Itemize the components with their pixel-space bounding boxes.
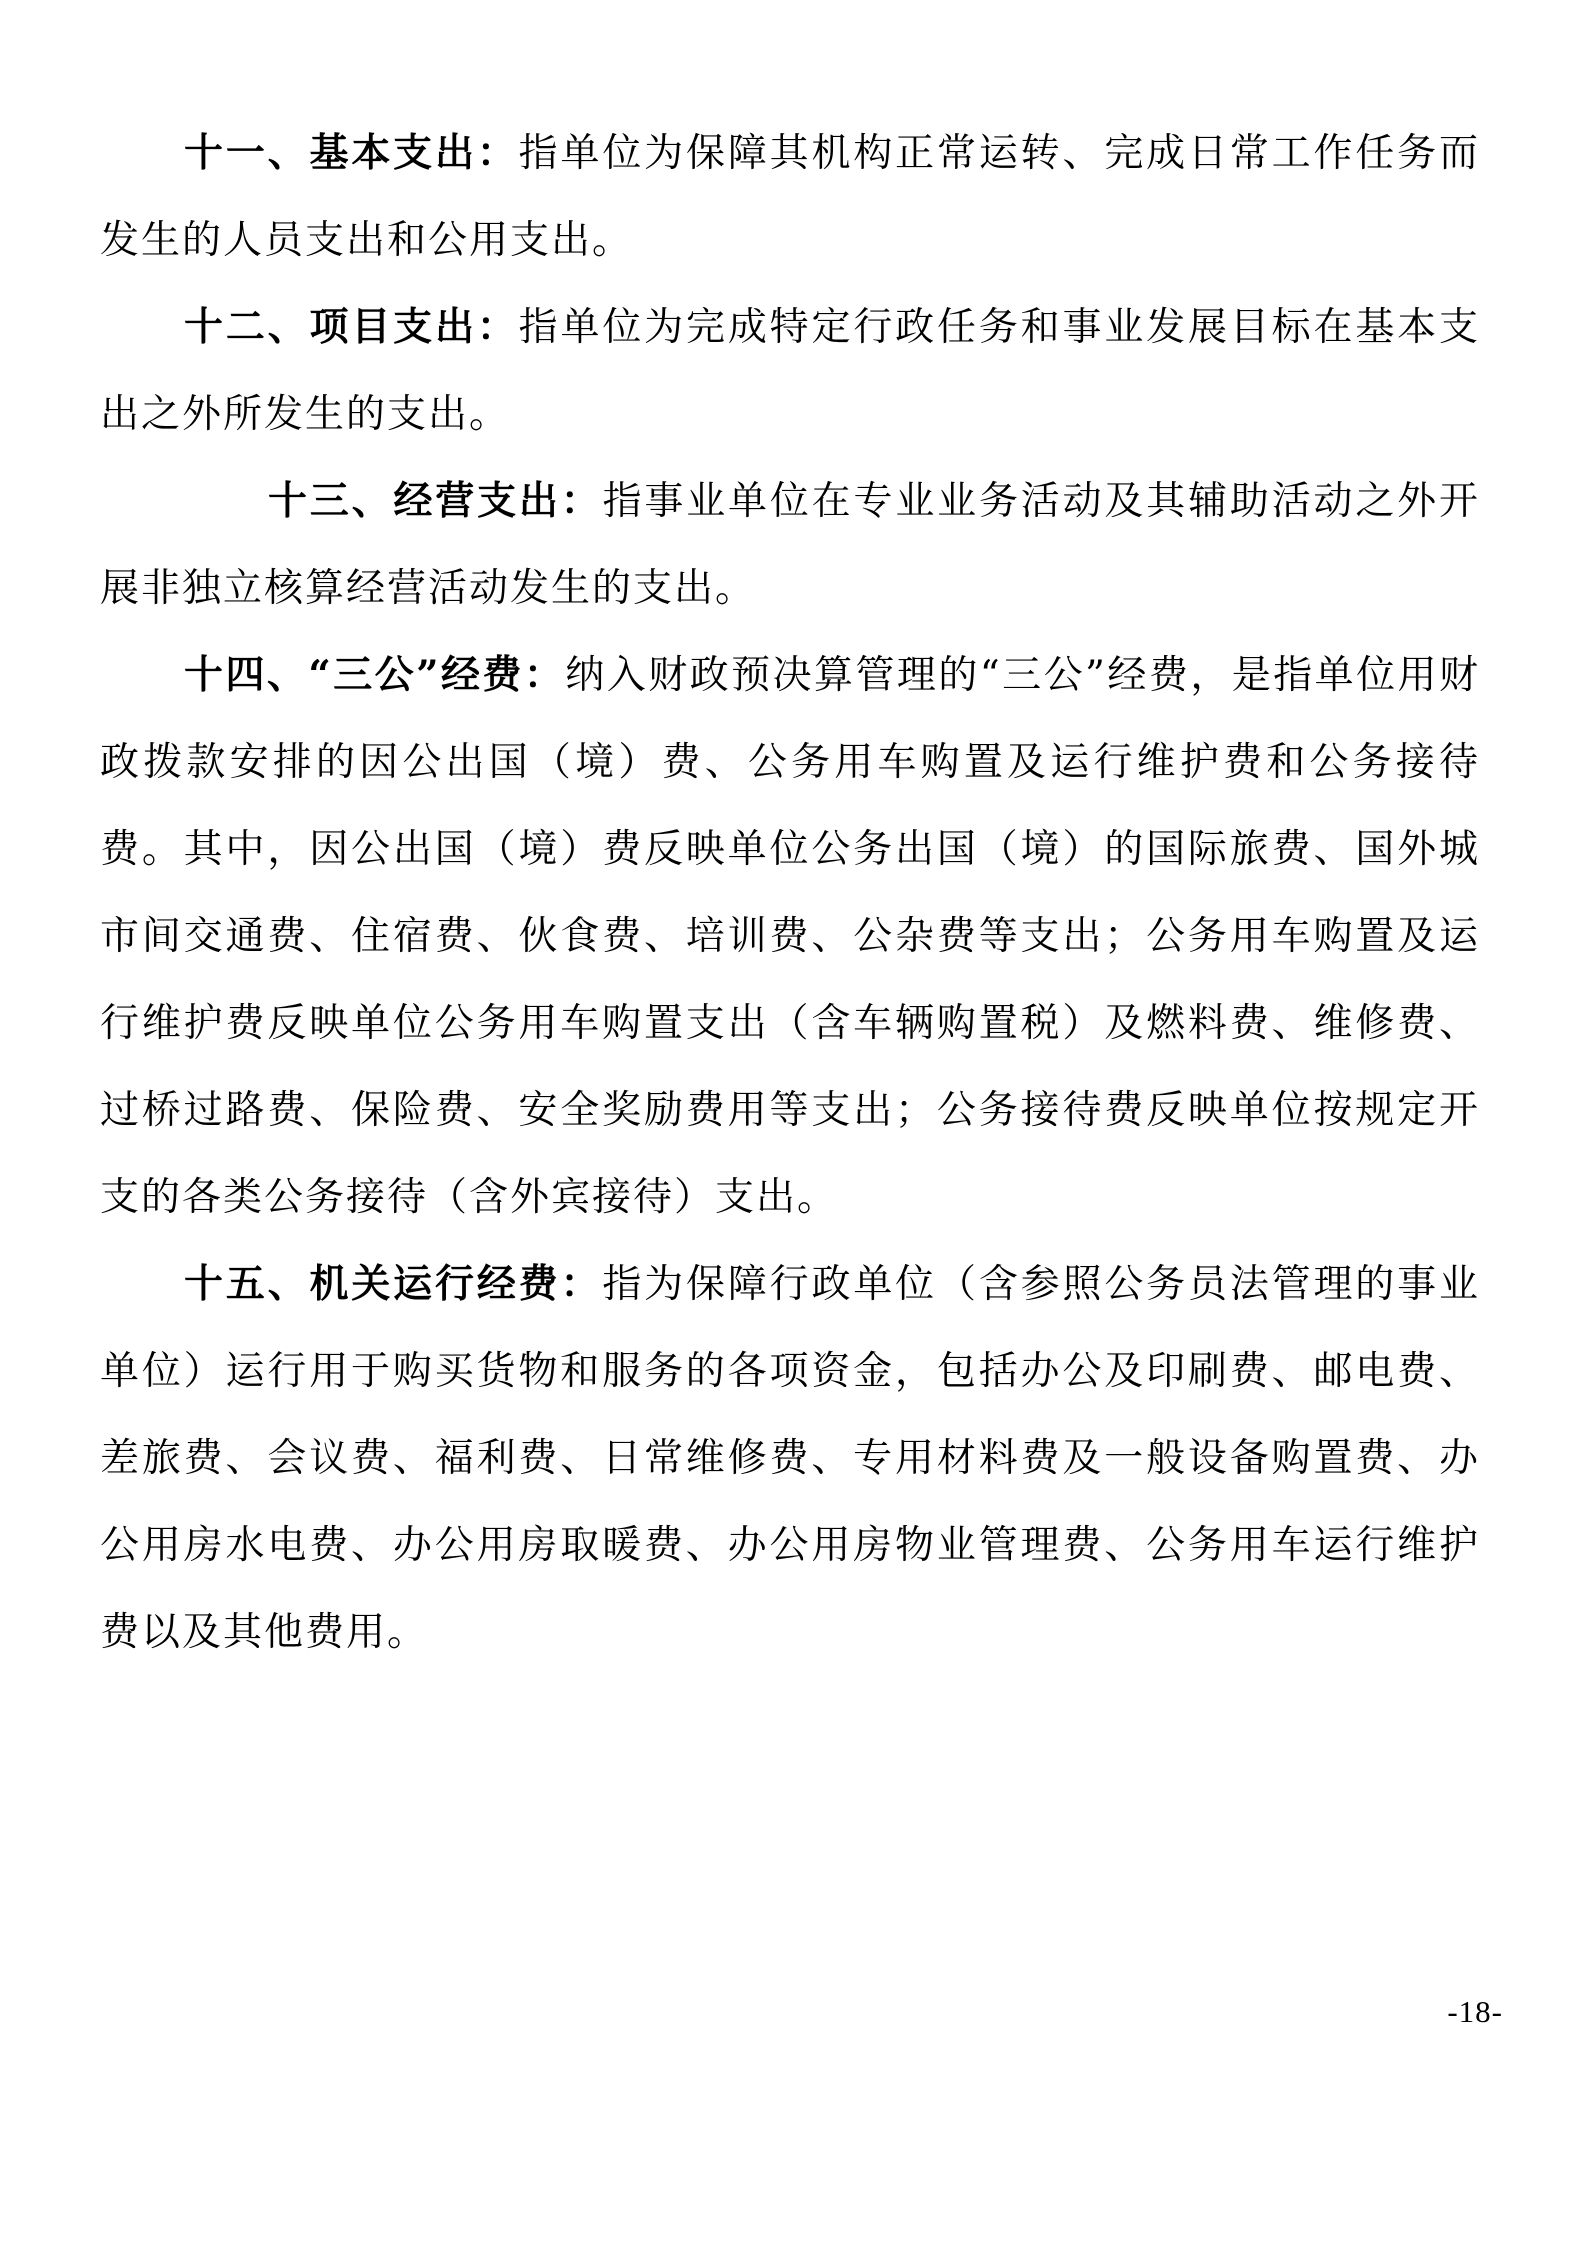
definition-agency-operating-funds: 指为保障行政单位（含参照公务员法管理的事业单位）运行用于购买货物和服务的各项资金，包括办公及印刷费、邮电费、差旅费、会议费、福利费、日常维修费、专用材料费及一般设备购置费、办公用房水电费、办公用房取暖费、办公用房物业管理费、公务用车运行维护费以及其他费用。	[100, 1262, 1480, 1655]
term-project-expenditure: 十二、项目支出：	[184, 304, 519, 350]
term-agency-operating-funds: 十五、机关运行经费：	[184, 1261, 603, 1307]
definition-three-public-expenses: 纳入财政预决算管理的“三公”经费，是指单位用财政拨款安排的因公出国（境）费、公务用车购置及运行维护费和公务接待费。其中，因公出国（境）费反映单位公务出国（境）的国际旅费、国外城市间交通费、住宿费、伙食费、培训费、公杂费等支出；公务用车购置及运行维护费反映单位公务用车购置支出（含车辆购置税）及燃料费、维修费、过桥过路费、保险费、安全奖励费用等支出；公务接待费反映单位按规定开支的各类公务接待（含外宾接待）支出。	[100, 653, 1480, 1220]
term-operating-expenditure: 十三、经营支出：	[268, 478, 603, 524]
document-body	[100, 110, 1480, 1676]
paragraph-project-expenditure	[100, 284, 1480, 458]
definition-operating-expenditure: 指事业单位在专业业务活动及其辅助活动之外开展非独立核算经营活动发生的支出。	[100, 479, 1480, 611]
definition-project-expenditure: 指单位为完成特定行政任务和事业发展目标在基本支出之外所发生的支出。	[100, 305, 1480, 437]
term-basic-expenditure: 十一、基本支出：	[184, 130, 519, 176]
term-three-public-expenses: 十四、“三公”经费：	[184, 652, 566, 698]
definition-basic-expenditure: 指单位为保障其机构正常运转、完成日常工作任务而发生的人员支出和公用支出。	[100, 131, 1480, 263]
page-number: -18-	[1447, 1994, 1503, 2029]
paragraph-operating-expenditure	[100, 458, 1480, 632]
paragraph-agency-operating-funds	[100, 1241, 1480, 1676]
paragraph-three-public-expenses	[100, 632, 1480, 1241]
paragraph-basic-expenditure	[100, 110, 1480, 284]
